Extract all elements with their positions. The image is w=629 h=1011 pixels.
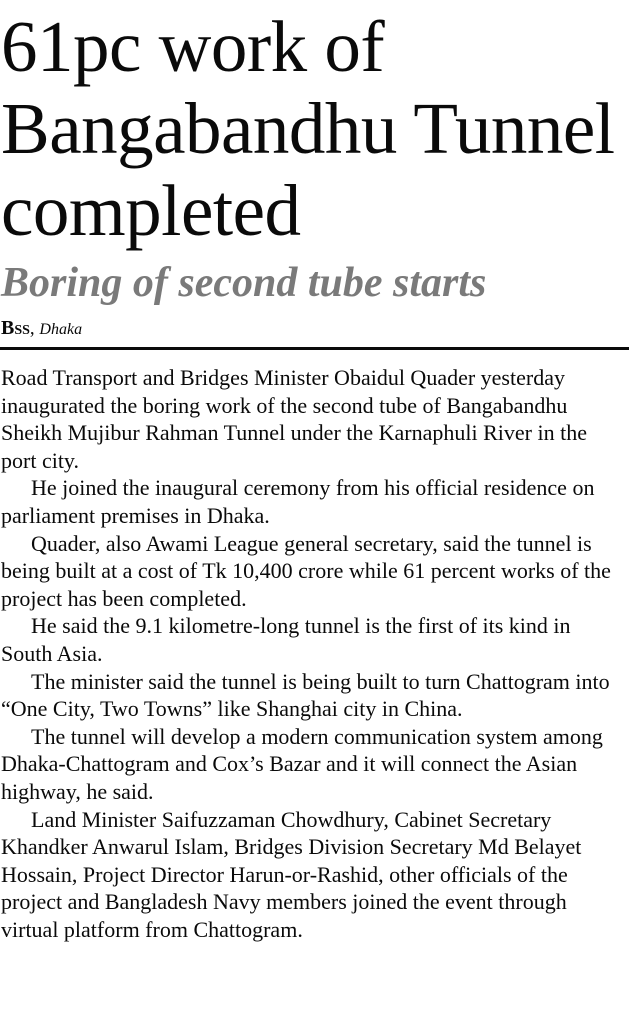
body-paragraph: Road Transport and Bridges Minister Obaidul Quader yesterday inaugurated the boring work of the second tube of Bangabandhu Sheikh Mujibur Rahman Tunnel under the Karnaphuli River in the port city.: [1, 365, 587, 473]
headline: 61pc work of Bangabandhu Tunnel completed: [1, 6, 615, 251]
byline-location: Dhaka: [39, 321, 83, 338]
body-paragraph: He said the 9.1 kilometre-long tunnel is the first of its kind in South Asia.: [1, 613, 571, 666]
byline: [1, 316, 82, 342]
subheadline: Boring of second tube starts: [1, 260, 487, 306]
byline-separator: ,: [29, 318, 35, 339]
body-paragraph: He joined the inaugural ceremony from his official residence on parliament premises in Dhaka.: [1, 475, 595, 528]
body-paragraph: Quader, also Awami League general secretary, said the tunnel is being built at a cost of Tk 10,400 crore while 61 percent works of the project has been completed.: [1, 530, 611, 611]
body-paragraph: The tunnel will develop a modern communication system among Dhaka-Chattogram and Cox’s Bazar and it will connect the Asian highway, he said.: [1, 723, 603, 804]
body-paragraph: The minister said the tunnel is being built to turn Chattogram into “One City, Two Towns” like Shanghai city in China.: [1, 668, 610, 722]
headline-divider: [0, 347, 629, 350]
article-body: [1, 364, 627, 943]
body-paragraph: Land Minister Saifuzzaman Chowdhury, Cabinet Secretary Khandker Anwarul Islam, Bridges Division Secretary Md Belayet Hossain, Project Director Harun-or-Rashid, other officials of the project and Bangladesh Navy members joined the event through virtual platform from Chattogram.: [1, 806, 582, 942]
byline-agency: Bss: [1, 317, 30, 339]
